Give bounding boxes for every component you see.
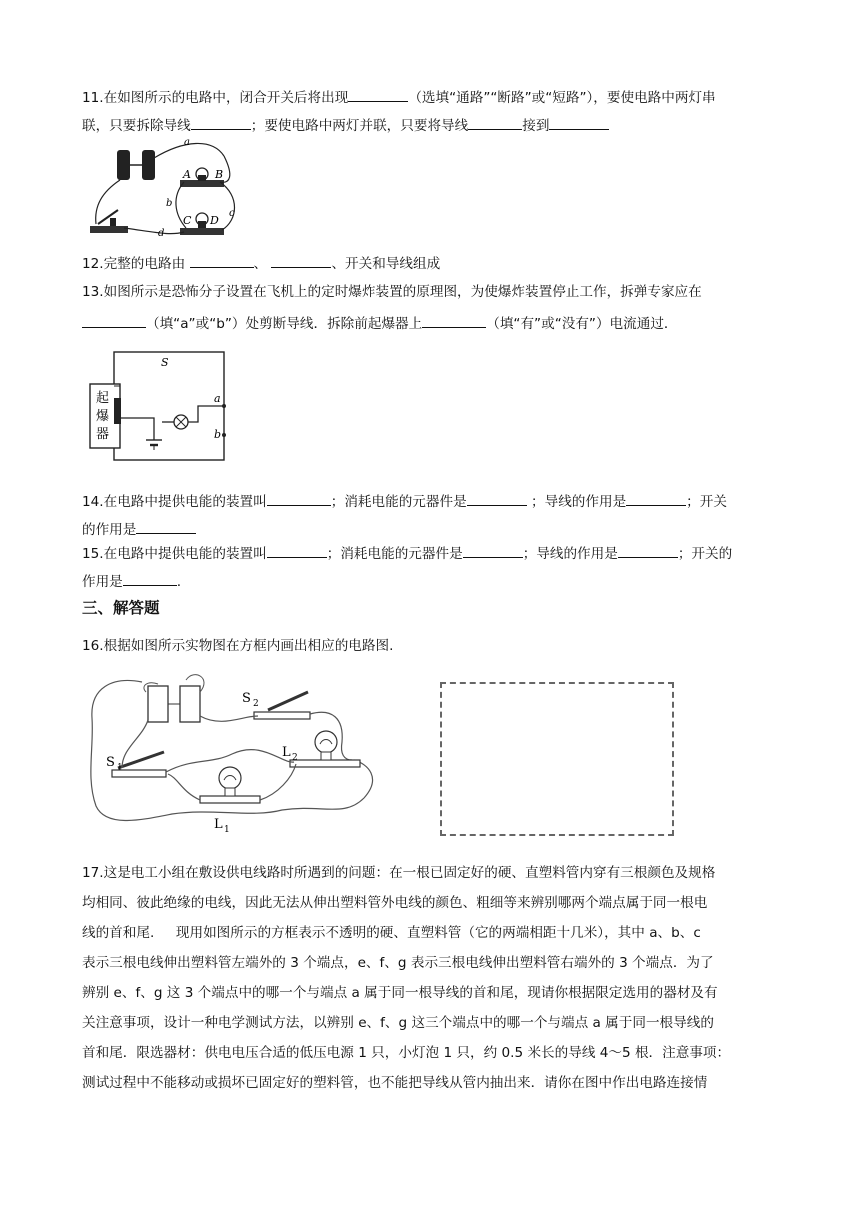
battery-icon [117, 150, 130, 180]
switch-icon [90, 226, 128, 233]
bulb-l2-icon [315, 731, 337, 753]
label-qi2: 器 [96, 427, 110, 442]
label-d: d [158, 228, 165, 239]
q13-blank-2[interactable] [422, 313, 486, 328]
q12-text: 12.完整的电路由 、 、开关和导线组成 [82, 250, 782, 278]
label-a: a [214, 392, 221, 405]
answer-drawing-box[interactable] [440, 682, 674, 836]
label-A: A [183, 168, 191, 181]
label-S1: S [106, 755, 115, 770]
battery-icon [142, 150, 155, 180]
battery-icon [180, 686, 200, 722]
svg-text:1: 1 [117, 763, 123, 773]
q11-circuit-figure [84, 136, 244, 248]
q17-text: 17.这是电工小组在敷设供电线路时所遇到的问题：在一根已固定好的硬、直塑料管内穿有三根颜色及规格 均相同、彼此绝缘的电线，因此无法从伸出塑料管外电线的颜色、粗细等来辨别哪两个端点属于同一根电 线的首和尾. 现用如图所示的方框表示不透明的硬、直塑料管（它的两端相距十几米），其中 a、b、c 表示三根电线伸出塑料管左端外的 3 个端点，e、f、g 表示三根电线伸出塑料管右端外的 3 个端点．为了 辨别 e、f、g 这 3 个端点中的哪一个与端点 a 属于同一根导线的首和尾，现请你根据限定选用的器材及有 关注意事项，设计一种电学测试方法，以辨别 e、f、g 这三个端点中的哪一个与端点 a 属于同一根导线的 首和尾．限选器材：供电电压合适的低压电源 1 只，小灯泡 1 只，约 0.5 米长的导线 4～5 根．注意事项： 测试过程中不能移动或损坏已固定好的塑料管，也不能把导线从管内抽出来．请你在图中作出电路连接情 [82, 865, 731, 1091]
label-a: a [184, 137, 190, 148]
label-S: S [161, 356, 169, 369]
q14-blank-4[interactable] [136, 519, 196, 534]
section-heading: 三、解答题 [82, 599, 160, 617]
label-D: D [210, 214, 219, 227]
label-c: c [229, 208, 235, 219]
lamp-l1-holder-icon [200, 796, 260, 803]
svg-text:1: 1 [224, 825, 230, 835]
label-qi: 起 [96, 391, 110, 406]
q14-text: 14.在电路中提供电能的装置叫 ；消耗电能的元器件是 ；导线的作用是 ；开关 的作用是 [82, 488, 782, 544]
q15-text: 15.在电路中提供电能的装置叫 ；消耗电能的元器件是 ；导线的作用是 ；开关的 作用是 . [82, 540, 782, 596]
q14-blank-3[interactable] [626, 491, 686, 506]
lamp-holder-icon [180, 180, 224, 187]
label-b: b [214, 428, 222, 441]
q12-blank-2[interactable] [271, 253, 331, 268]
lamp-l2-holder-icon [290, 760, 360, 767]
svg-text:2: 2 [253, 699, 259, 709]
label-C: C [183, 214, 192, 227]
q15-blank-2[interactable] [463, 543, 523, 558]
q13-blank-1[interactable] [82, 313, 146, 328]
q13-text: 13.如图所示是恐怖分子设置在飞机上的定时爆炸装置的原理图，为使爆炸装置停止工作，拆弹专家应在 （填“a”或“b”）处剪断导线．拆除前起爆器上 （填“有”或“没有”）电流通过． [82, 284, 702, 332]
q15-blank-1[interactable] [267, 543, 327, 558]
bulb-l1-icon [219, 767, 241, 789]
label-b: b [166, 198, 173, 209]
svg-text:2: 2 [292, 753, 298, 763]
q11-text: 11.在如图所示的电路中，闭合开关后将出现 （选填“通路”“断路”或“短路”），要使电路中两灯串 联，只要拆除导线 ；要使电路中两灯并联，只要将导线 接到 [82, 84, 782, 140]
battery-icon [148, 686, 168, 722]
q15-blank-4[interactable] [123, 571, 177, 586]
label-L2: L [282, 745, 291, 760]
q12-blank-1[interactable] [190, 253, 254, 268]
label-B: B [215, 168, 224, 181]
q11-blank-3[interactable] [468, 115, 522, 130]
q14-blank-2[interactable] [467, 491, 527, 506]
label-bao: 爆 [96, 409, 110, 424]
q16-text: 16.根据如图所示实物图在方框内画出相应的电路图. [82, 638, 394, 654]
label-L1: L [214, 817, 223, 832]
q16-physical-circuit-figure [82, 668, 382, 836]
label-S2: S [242, 691, 251, 706]
q11-blank-2[interactable] [191, 115, 251, 130]
q13-bomb-circuit-figure [84, 346, 229, 464]
q14-blank-1[interactable] [267, 491, 331, 506]
q15-blank-3[interactable] [618, 543, 678, 558]
q11-blank-1[interactable] [348, 87, 408, 102]
lamp-holder-icon [180, 228, 224, 235]
switch-s2-icon [254, 712, 310, 719]
q11-blank-4[interactable] [549, 115, 609, 130]
